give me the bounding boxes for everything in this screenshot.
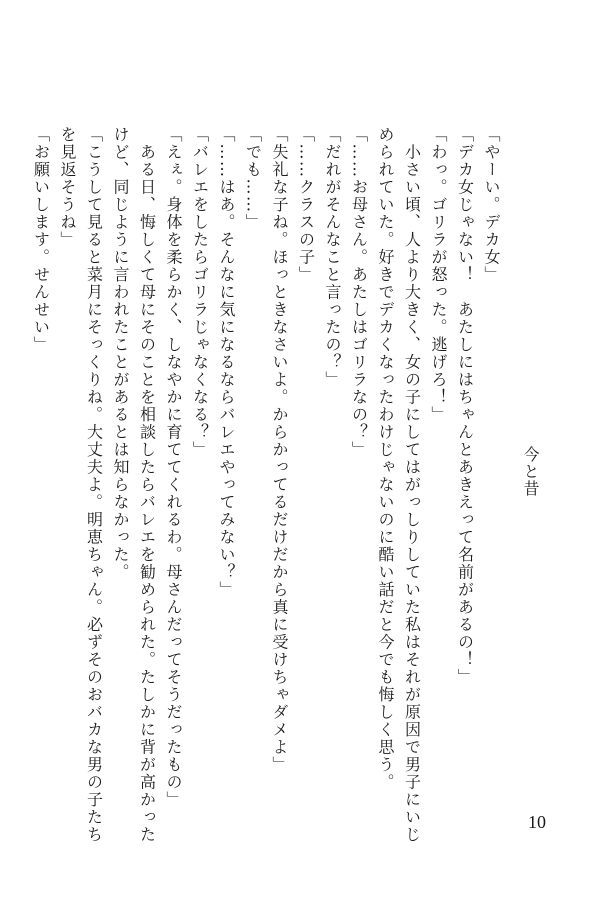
text-line: 「えぇ。身体を柔らかく、しなやかに育ててくれるわ。母さんだってそうだったもの」 [164, 126, 183, 809]
body-text [27, 126, 504, 846]
running-title: 今と昔 [521, 446, 540, 497]
page-number: 10 [528, 812, 546, 832]
text-line: 「だれがそんなこと言ったの？」 [323, 126, 342, 389]
text-line: 「バレエをしたらゴリラじゃなくなる？」 [190, 126, 210, 459]
text-line: ある日、悔しくて母にそのことを相談したらバレエを勧められた。たしかに背が高かったけど、同じように言われたことがあるとは知らなかった。 [111, 126, 157, 844]
text-line: 「……はあ。そんなに気になるならバレエやってみない？」 [217, 126, 236, 599]
text-line: 「こうして見ると菜月にそっくりね。大丈夫よ。明恵ちゃん。必ずそのおバカな男の子たちを見返そうね」 [58, 126, 104, 844]
text-line: 「お願いします。せんせい」 [31, 126, 51, 354]
text-line: 小さい頃、人より大きく、女の子にしてはがっしりしていた私はそれが原因で男子にいじめられていた。好きでデカくなったわけじゃないのに酷い話だと今でも悔しく思う。 [376, 126, 422, 844]
text-line: 「……クラスの子」 [296, 126, 316, 284]
text-line: 「でも……」 [243, 126, 263, 231]
text-line: 「……お母さん。あたしはゴリラなの？」 [349, 126, 369, 459]
text-line: 「デカ女じゃない！ あたしにはちゃんとあきえって名前があるの！」 [455, 126, 475, 686]
text-line: 「失礼な子ね。ほっときなさいよ。からかってるだけだから真に受けちゃダメよ」 [270, 126, 289, 774]
text-line: 「わっ。ゴリラが怒った。逃げろ！」 [429, 126, 448, 424]
text-line: 「やーい。デカ女」 [482, 126, 501, 284]
